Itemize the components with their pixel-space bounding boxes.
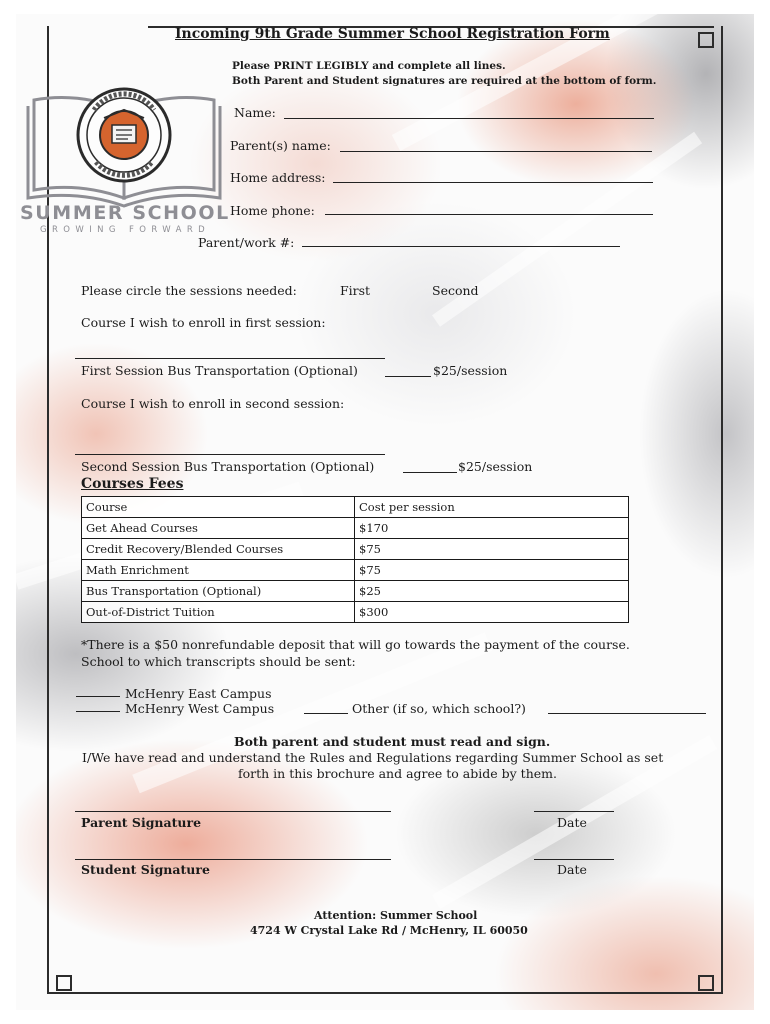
parent-date-field[interactable] <box>534 811 614 812</box>
table-cell: $300 <box>355 602 629 623</box>
parent-signature-label: Parent Signature <box>81 815 202 830</box>
sessions-prompt: Please circle the sessions needed: <box>81 283 297 298</box>
transcripts-label: School to which transcripts should be sent: <box>81 654 356 669</box>
student-signature-label: Student Signature <box>81 862 210 877</box>
fees-table <box>81 496 629 623</box>
parent-date-label: Date <box>557 815 587 830</box>
other-school-check[interactable] <box>304 713 348 714</box>
bus-first-price: $25/session <box>433 363 508 378</box>
parent-work-field[interactable] <box>302 246 620 247</box>
east-campus-check[interactable] <box>76 696 120 697</box>
table-cell: $75 <box>355 560 629 581</box>
deposit-note: *There is a $50 nonrefundable deposit that will go towards the payment of the course. <box>81 637 630 652</box>
name-field[interactable] <box>284 118 654 119</box>
table-cell: $25 <box>355 581 629 602</box>
instruction-line-1: Please PRINT LEGIBLY and complete all lines. <box>232 60 506 72</box>
instruction-line-2: Both Parent and Student signatures are required at the bottom of form. <box>232 75 657 87</box>
agreement-line-1: I/We have read and understand the Rules and Regulations regarding Summer School as set <box>82 750 664 765</box>
bus-second-label: Second Session Bus Transportation (Optional) <box>81 459 375 474</box>
student-signature-field[interactable] <box>75 859 391 860</box>
course-second-field[interactable] <box>75 454 385 455</box>
session-first-option[interactable]: First <box>340 283 371 298</box>
bus-second-price: $25/session <box>458 459 533 474</box>
parents-name-label: Parent(s) name: <box>230 138 331 153</box>
table-row <box>82 581 629 602</box>
student-date-field[interactable] <box>534 859 614 860</box>
table-header-cell: Cost per session <box>355 497 629 518</box>
frame-corner-ornament <box>698 32 714 48</box>
table-header-row <box>82 497 629 518</box>
west-campus-label: McHenry West Campus <box>125 701 275 716</box>
form-title: Incoming 9th Grade Summer School Registration Form <box>175 26 610 42</box>
other-school-label: Other (if so, which school?) <box>352 701 526 716</box>
bus-first-label: First Session Bus Transportation (Optional) <box>81 363 358 378</box>
other-school-field[interactable] <box>548 713 706 714</box>
table-cell: $170 <box>355 518 629 539</box>
parent-signature-field[interactable] <box>75 811 391 812</box>
agreement-line-2: forth in this brochure and agree to abide by them. <box>238 766 557 781</box>
parent-work-label: Parent/work #: <box>198 235 295 250</box>
brand-tagline: GROWING FORWARD <box>40 225 211 235</box>
footer-attention: Attention: Summer School <box>314 909 478 922</box>
home-address-label: Home address: <box>230 170 326 185</box>
parents-name-field[interactable] <box>340 151 652 152</box>
footer-address: 4724 W Crystal Lake Rd / McHenry, IL 60050 <box>250 924 528 937</box>
home-phone-label: Home phone: <box>230 203 315 218</box>
summer-school-brand: SUMMER SCHOOL <box>20 202 230 224</box>
table-row <box>82 539 629 560</box>
table-cell: Get Ahead Courses <box>82 518 355 539</box>
table-cell: Bus Transportation (Optional) <box>82 581 355 602</box>
session-second-option[interactable]: Second <box>432 283 479 298</box>
student-date-label: Date <box>557 862 587 877</box>
course-second-label: Course I wish to enroll in second session: <box>81 396 345 411</box>
frame-corner-ornament <box>56 975 72 991</box>
bus-first-field[interactable] <box>385 376 431 377</box>
table-header-cell: Course <box>82 497 355 518</box>
name-label: Name: <box>234 105 276 120</box>
table-cell: $75 <box>355 539 629 560</box>
home-address-field[interactable] <box>333 182 653 183</box>
table-row <box>82 602 629 623</box>
table-row <box>82 518 629 539</box>
fees-heading: Courses Fees <box>81 476 184 492</box>
bus-second-field[interactable] <box>403 472 457 473</box>
west-campus-check[interactable] <box>76 711 120 712</box>
east-campus-label: McHenry East Campus <box>125 686 272 701</box>
table-cell: Out-of-District Tuition <box>82 602 355 623</box>
course-first-field[interactable] <box>75 358 385 359</box>
table-cell: Credit Recovery/Blended Courses <box>82 539 355 560</box>
agreement-heading: Both parent and student must read and sign. <box>234 734 551 749</box>
course-first-label: Course I wish to enroll in first session: <box>81 315 326 330</box>
table-row <box>82 560 629 581</box>
home-phone-field[interactable] <box>325 214 653 215</box>
frame-corner-ornament <box>698 975 714 991</box>
table-cell: Math Enrichment <box>82 560 355 581</box>
